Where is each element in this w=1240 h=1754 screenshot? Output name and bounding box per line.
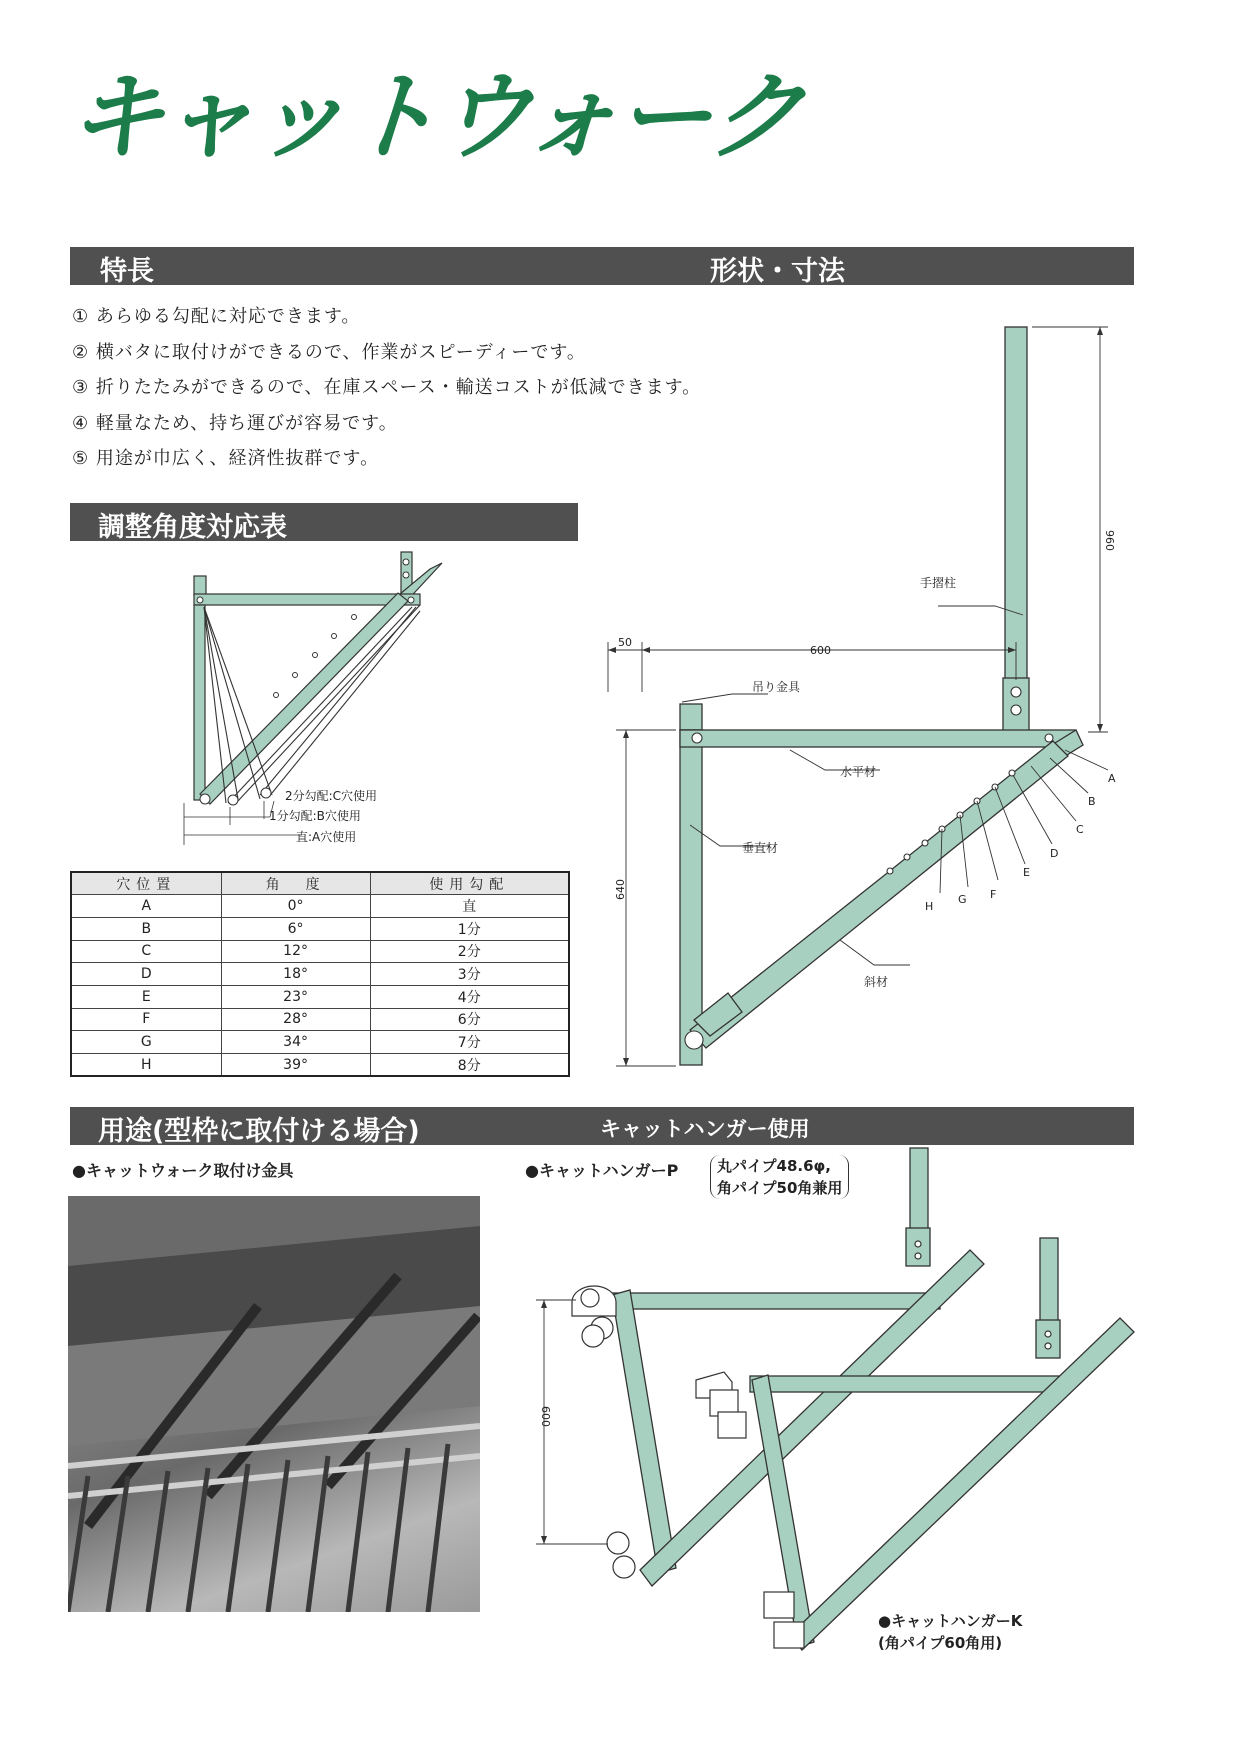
hole-label-f: F xyxy=(990,888,997,901)
angle-label-b: 1分勾配:B穴使用 xyxy=(269,809,361,823)
table-row: E 23° 4分 xyxy=(71,985,569,1008)
installation-photo xyxy=(68,1196,480,1612)
photo-illustration xyxy=(68,1196,480,1612)
label-horizontal: 水平材 xyxy=(840,765,877,779)
table-row: C 12° 2分 xyxy=(71,940,569,963)
feature-item: ④ 軽量なため、持ち運びが容易です。 xyxy=(72,412,398,434)
dim-50: 50 xyxy=(618,636,632,649)
table-row: A 0° 直 xyxy=(71,895,569,918)
section-bar-features xyxy=(70,247,1134,285)
shape-dims-heading: 形状・寸法 xyxy=(710,256,845,287)
features-heading: 特長 xyxy=(100,256,154,287)
table-row: F 28° 6分 xyxy=(71,1008,569,1031)
hole-label-e: E xyxy=(1023,866,1030,879)
feature-item: ① あらゆる勾配に対応できます。 xyxy=(72,306,361,327)
angle-label-c: 2分勾配:C穴使用 xyxy=(285,789,378,803)
section-bar-usage xyxy=(70,1107,1134,1145)
dimension-drawing xyxy=(614,320,1140,1080)
hole-label-c: C xyxy=(1076,823,1084,836)
hanger-drawing xyxy=(540,1150,1140,1660)
angle-table-heading: 調整角度対応表 xyxy=(98,512,287,543)
section-bar-angle xyxy=(70,503,578,541)
table-row: B 6° 1分 xyxy=(71,917,569,940)
page-title: キャットウォーク xyxy=(64,61,805,173)
angle-label-a: 直:A穴使用 xyxy=(296,830,357,844)
dim-960: 960 xyxy=(1103,530,1116,551)
feature-item: ② 横バタに取付けができるので、作業がスピーディーです。 xyxy=(72,341,586,363)
angle-table xyxy=(70,871,570,1077)
dim-640: 640 xyxy=(614,879,627,900)
hole-label-h: H xyxy=(925,900,934,913)
hole-label-a: A xyxy=(1108,772,1116,785)
feature-item: ⑤ 用途が巾広く、経済性抜群です。 xyxy=(72,448,380,469)
hanger-p-caption: ●キャットハンガーP xyxy=(525,1161,679,1180)
hole-label-b: B xyxy=(1088,795,1096,808)
angle-diagram xyxy=(180,545,480,855)
fitting-caption: ●キャットウォーク取付け金具 xyxy=(72,1161,294,1180)
label-handrail: 手摺柱 xyxy=(920,576,957,590)
table-header-position: 穴位置 xyxy=(71,872,221,895)
label-vertical: 垂直材 xyxy=(742,841,779,855)
hole-label-g: G xyxy=(958,893,967,906)
table-row: D 18° 3分 xyxy=(71,963,569,986)
table-row: G 34° 7分 xyxy=(71,1031,569,1054)
usage-heading: 用途(型枠に取付ける場合) xyxy=(98,1116,420,1147)
table-row: H 39° 8分 xyxy=(71,1054,569,1077)
features-list xyxy=(72,304,701,482)
hanger-p-spec: 丸パイプ48.6φ, 角パイプ50角兼用 xyxy=(710,1155,849,1199)
table-header-angle: 角 度 xyxy=(221,872,370,895)
label-diagonal: 斜材 xyxy=(864,975,889,989)
table-header-slope: 使用勾配 xyxy=(370,872,569,895)
hanger-dim-600: 600 xyxy=(539,1406,552,1427)
hanger-k-caption: ●キャットハンガーK (角パイプ60角用) xyxy=(878,1612,1023,1652)
hanger-use-heading: キャットハンガー使用 xyxy=(600,1117,810,1141)
hole-label-d: D xyxy=(1050,847,1059,860)
label-hanger-fitting: 吊り金具 xyxy=(752,680,801,694)
feature-item: ③ 折りたたみができるので、在庫スペース・輸送コストが低減できます。 xyxy=(72,377,702,398)
dim-600: 600 xyxy=(810,644,831,657)
